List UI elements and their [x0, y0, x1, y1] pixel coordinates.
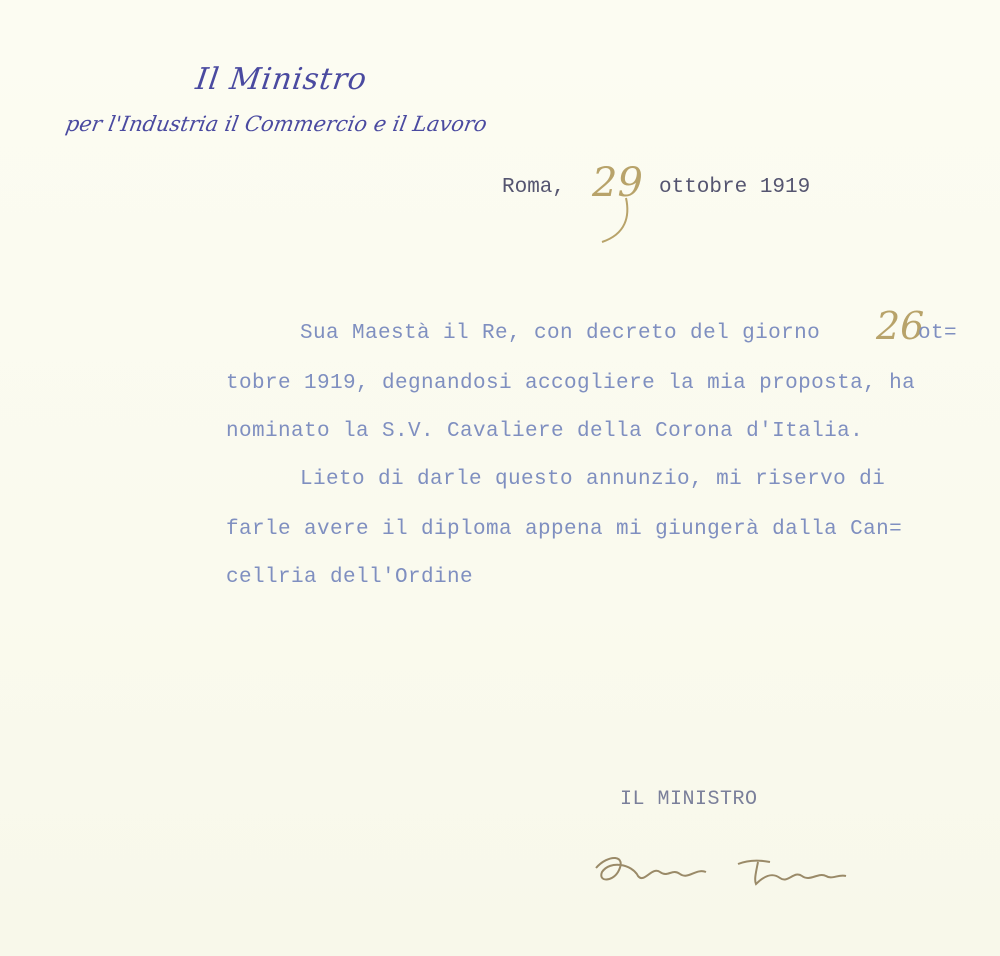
date-month-year: ottobre 1919	[659, 176, 811, 199]
body-line-4: Lieto di darle questo annunzio, mi riservo di	[300, 468, 886, 491]
body-line-5: farle avere il diploma appena mi giungerà dalla Can=	[226, 518, 903, 541]
body-line-1a: Sua Maestà il Re, con decreto del giorno	[300, 322, 821, 345]
body-line-2: tobre 1919, degnandosi accogliere la mia proposta, ha	[226, 372, 916, 395]
handwritten-signature	[588, 846, 878, 896]
letterhead-subtitle: per l'Industria il Commercio e il Lavoro	[63, 112, 489, 136]
decree-day-handwritten: 26	[876, 304, 925, 348]
body-line-3: nominato la S.V. Cavaliere della Corona d'Italia.	[226, 420, 864, 443]
date-day-handwritten: 29	[592, 160, 643, 206]
letterhead-title: Il Ministro	[193, 62, 370, 97]
date-flourish	[596, 196, 636, 246]
signatory-title: IL MINISTRO	[620, 788, 758, 811]
date-place: Roma,	[502, 176, 566, 199]
body-line-6: cellria dell'Ordine	[226, 566, 474, 589]
body-line-1b: ot=	[918, 322, 958, 345]
